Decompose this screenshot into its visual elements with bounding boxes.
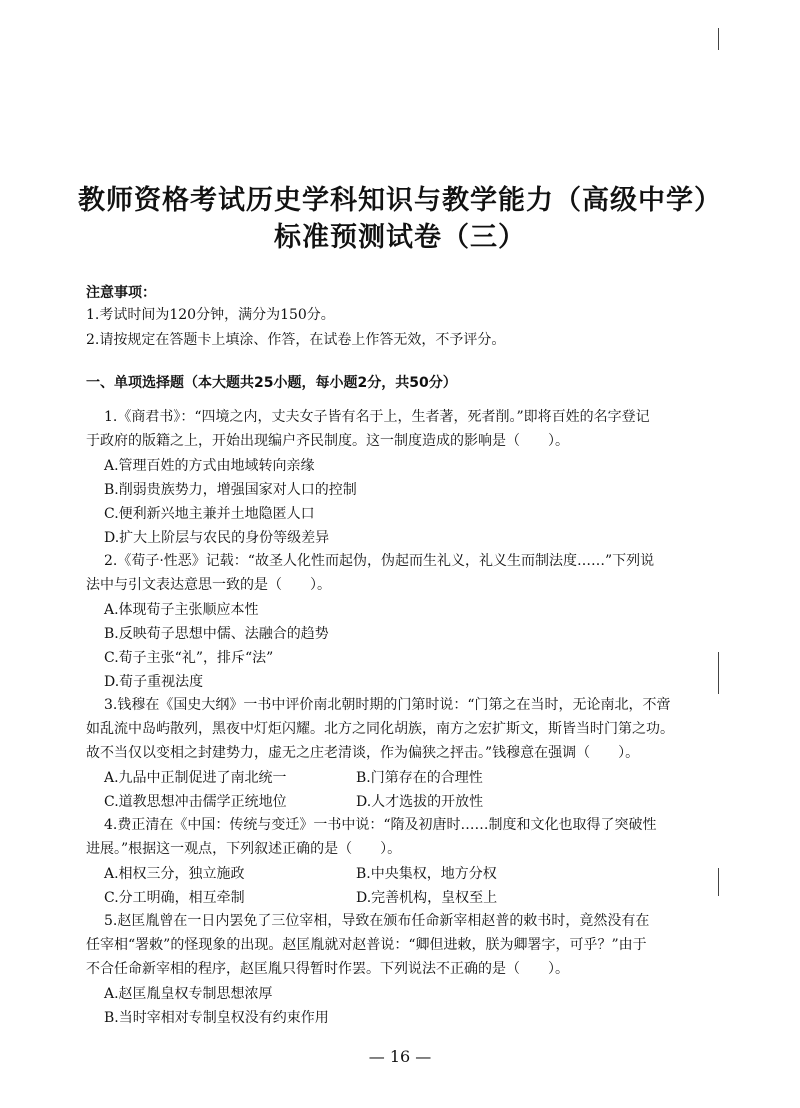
question-3-stem: 故不当仅以变相之封建势力，虚无之庄老清谈，作为偏狭之抨击。”钱穆意在强调（ ）。 (86, 745, 640, 761)
question-3-option-b: B.门第存在的合理性 (356, 770, 483, 786)
question-4-option-d: D.完善机构，皇权至上 (356, 890, 498, 906)
question-2-option-d: D.荀子重视法度 (104, 674, 204, 690)
scan-edge-mark (718, 868, 719, 896)
question-5-option-b: B.当时宰相对专制皇权没有约束作用 (104, 1010, 329, 1026)
question-1-option-b: B.削弱贵族势力，增强国家对人口的控制 (104, 482, 357, 498)
question-3-option-a: A.九品中正制促进了南北统一 (104, 770, 287, 786)
question-2-option-a: A.体现荀子主张顺应本性 (104, 602, 259, 618)
scan-edge-mark (718, 652, 719, 694)
question-5-stem: 不合任命新宰相的程序，赵匡胤只得暂时作罢。下列说法不正确的是（ ）。 (86, 961, 569, 977)
question-5-stem: 5.赵匡胤曾在一日内罢免了三位宰相，导致在颁布任命新宰相赵普的敕书时，竟然没有在 (104, 913, 650, 929)
question-2-option-c: C.荀子主张“礼”，排斥“法” (104, 650, 274, 666)
page-number: — 16 — (368, 1047, 432, 1066)
question-5-option-a: A.赵匡胤皇权专制思想浓厚 (104, 986, 273, 1002)
question-5-stem: 任宰相“署敕”的怪现象的出现。赵匡胤就对赵普说：“卿但进敕，朕为卿署字，可乎？”由于 (86, 937, 647, 953)
question-2-stem: 法中与引文表达意思一致的是（ ）。 (86, 577, 331, 593)
question-2-option-b: B.反映荀子思想中儒、法融合的趋势 (104, 626, 329, 642)
question-4-option-b: B.中央集权，地方分权 (356, 866, 497, 882)
question-1-option-a: A.管理百姓的方式由地域转向亲缘 (104, 458, 315, 474)
section-heading: 一、单项选择题（本大题共25小题，每小题2分，共50分） (86, 375, 457, 391)
notice-item: 1.考试时间为120分钟，满分为150分。 (86, 307, 335, 323)
question-1-stem: 1.《商君书》：“四境之内，丈夫女子皆有名于上，生者著，死者削。”即将百姓的名字登记 (104, 409, 650, 425)
question-3-stem: 如乱流中岛屿散列，黑夜中灯炬闪耀。北方之同化胡族，南方之宏扩斯文，斯皆当时门第之功。 (86, 721, 674, 737)
question-2-stem: 2.《荀子·性恶》记载：“故圣人化性而起伪，伪起而生礼义，礼义生而制法度……”下列说 (104, 553, 655, 569)
question-1-stem: 于政府的版籍之上，开始出现编户齐民制度。这一制度造成的影响是（ ）。 (86, 433, 569, 449)
exam-subtitle: 标准预测试卷（三） (274, 222, 526, 253)
notice-item: 2.请按规定在答题卡上填涂、作答，在试卷上作答无效，不予评分。 (86, 332, 506, 348)
question-3-option-c: C.道教思想冲击儒学正统地位 (104, 794, 287, 810)
question-4-option-c: C.分工明确，相互牵制 (104, 890, 245, 906)
question-1-option-d: D.扩大上阶层与农民的身份等级差异 (104, 530, 330, 546)
question-4-stem: 4.费正清在《中国：传统与变迁》一书中说：“隋及初唐时……制度和文化也取得了突破性 (104, 817, 657, 833)
notice-heading: 注意事项： (86, 285, 156, 301)
question-1-option-c: C.便利新兴地主兼并土地隐匿人口 (104, 506, 315, 522)
question-3-option-d: D.人才选拔的开放性 (356, 794, 484, 810)
question-4-option-a: A.相权三分，独立施政 (104, 866, 245, 882)
question-3-stem: 3.钱穆在《国史大纲》一书中评价南北朝时期的门第时说：“门第之在当时，无论南北，不啻 (104, 697, 671, 713)
scan-edge-mark (718, 28, 719, 50)
question-4-stem: 进展。”根据这一观点，下列叙述正确的是（ ）。 (86, 841, 402, 857)
exam-title: 教师资格考试历史学科知识与教学能力（高级中学） (78, 185, 722, 216)
